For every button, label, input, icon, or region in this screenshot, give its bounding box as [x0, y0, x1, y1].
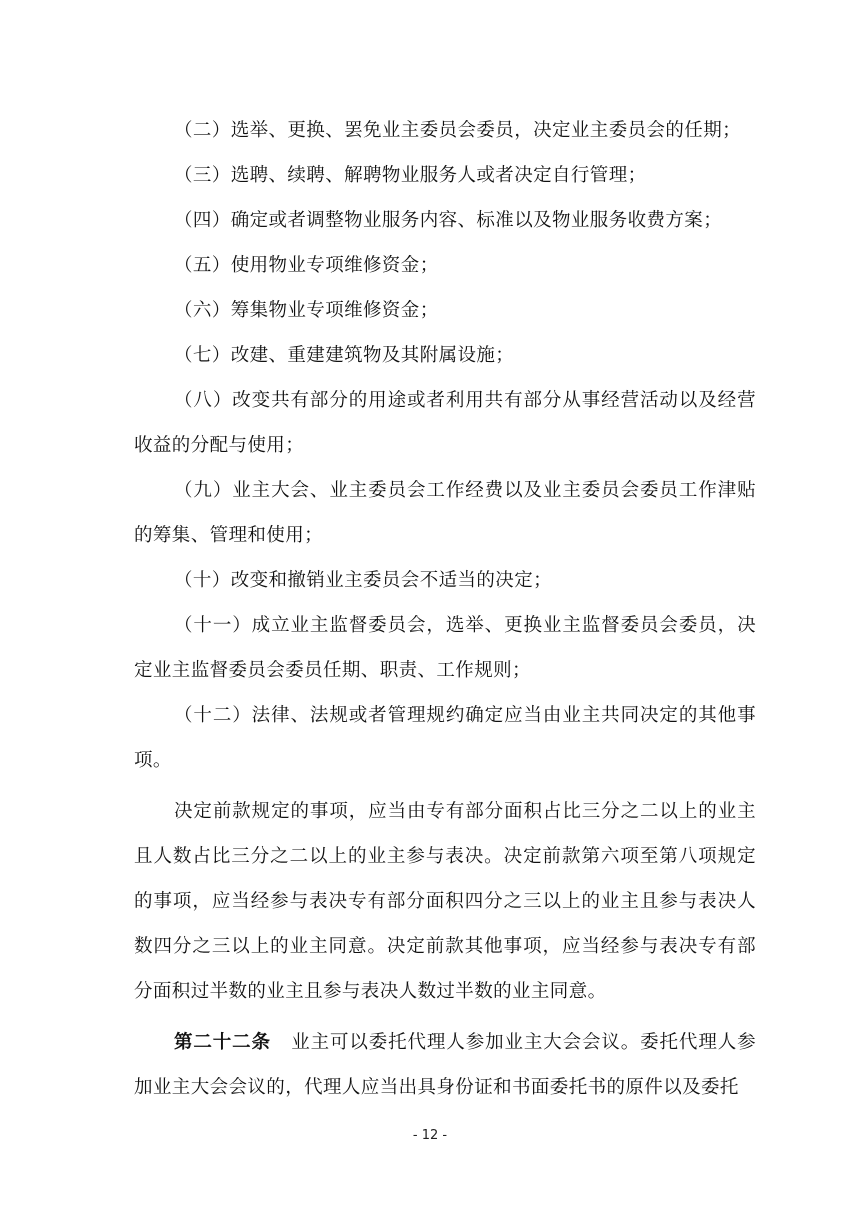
list-item-5: （五）使用物业专项维修资金；: [174, 255, 439, 276]
article-22-paragraph: [134, 1020, 756, 1110]
list-item-9: （九）业主大会、业主委员会工作经费以及业主委员会委员工作津贴的筹集、管理和使用；: [134, 480, 756, 546]
list-item-6: （六）筹集物业专项维修资金；: [174, 300, 439, 321]
list-item-7: （七）改建、重建建筑物及其附属设施；: [174, 345, 515, 366]
page-content: [134, 108, 756, 1110]
page-number: - 12 -: [412, 1128, 448, 1143]
list-item-11: （十一）成立业主监督委员会，选举、更换业主监督委员会委员，决定业主监督委员会委员任期、职责、工作规则；: [134, 615, 756, 681]
list-item-12: （十二）法律、法规或者管理规约确定应当由业主共同决定的其他事项。: [134, 705, 756, 771]
list-item-8: （八）改变共有部分的用途或者利用共有部分从事经营活动以及经营收益的分配与使用；: [134, 390, 756, 456]
list-item-3: （三）选聘、续聘、解聘物业服务人或者决定自行管理；: [174, 165, 647, 186]
list-item-2: （二）选举、更换、罢免业主委员会委员，决定业主委员会的任期；: [174, 120, 742, 141]
article-22-body: 业主可以委托代理人参加业主大会会议。委托代理人参加业主大会会议的，代理人应当出具身份证和书面委托书的原件以及委托: [134, 1032, 756, 1098]
article-22-heading: 第二十二条: [174, 1032, 271, 1053]
list-item-4: （四）确定或者调整物业服务内容、标准以及物业服务收费方案；: [174, 210, 723, 231]
decision-paragraph: 决定前款规定的事项，应当由专有部分面积占比三分之二以上的业主且人数占比三分之二以上的业主参与表决。决定前款第六项至第八项规定的事项，应当经参与表决专有部分面积四分之三以上的业主且参与表决人数四分之三以上的业主同意。决定前款其他事项，应当经参与表决专有部分面积过半数的业主且参与表决人数过半数的业主同意。: [134, 801, 756, 1002]
list-item-10: （十）改变和撤销业主委员会不适当的决定；: [174, 570, 553, 591]
